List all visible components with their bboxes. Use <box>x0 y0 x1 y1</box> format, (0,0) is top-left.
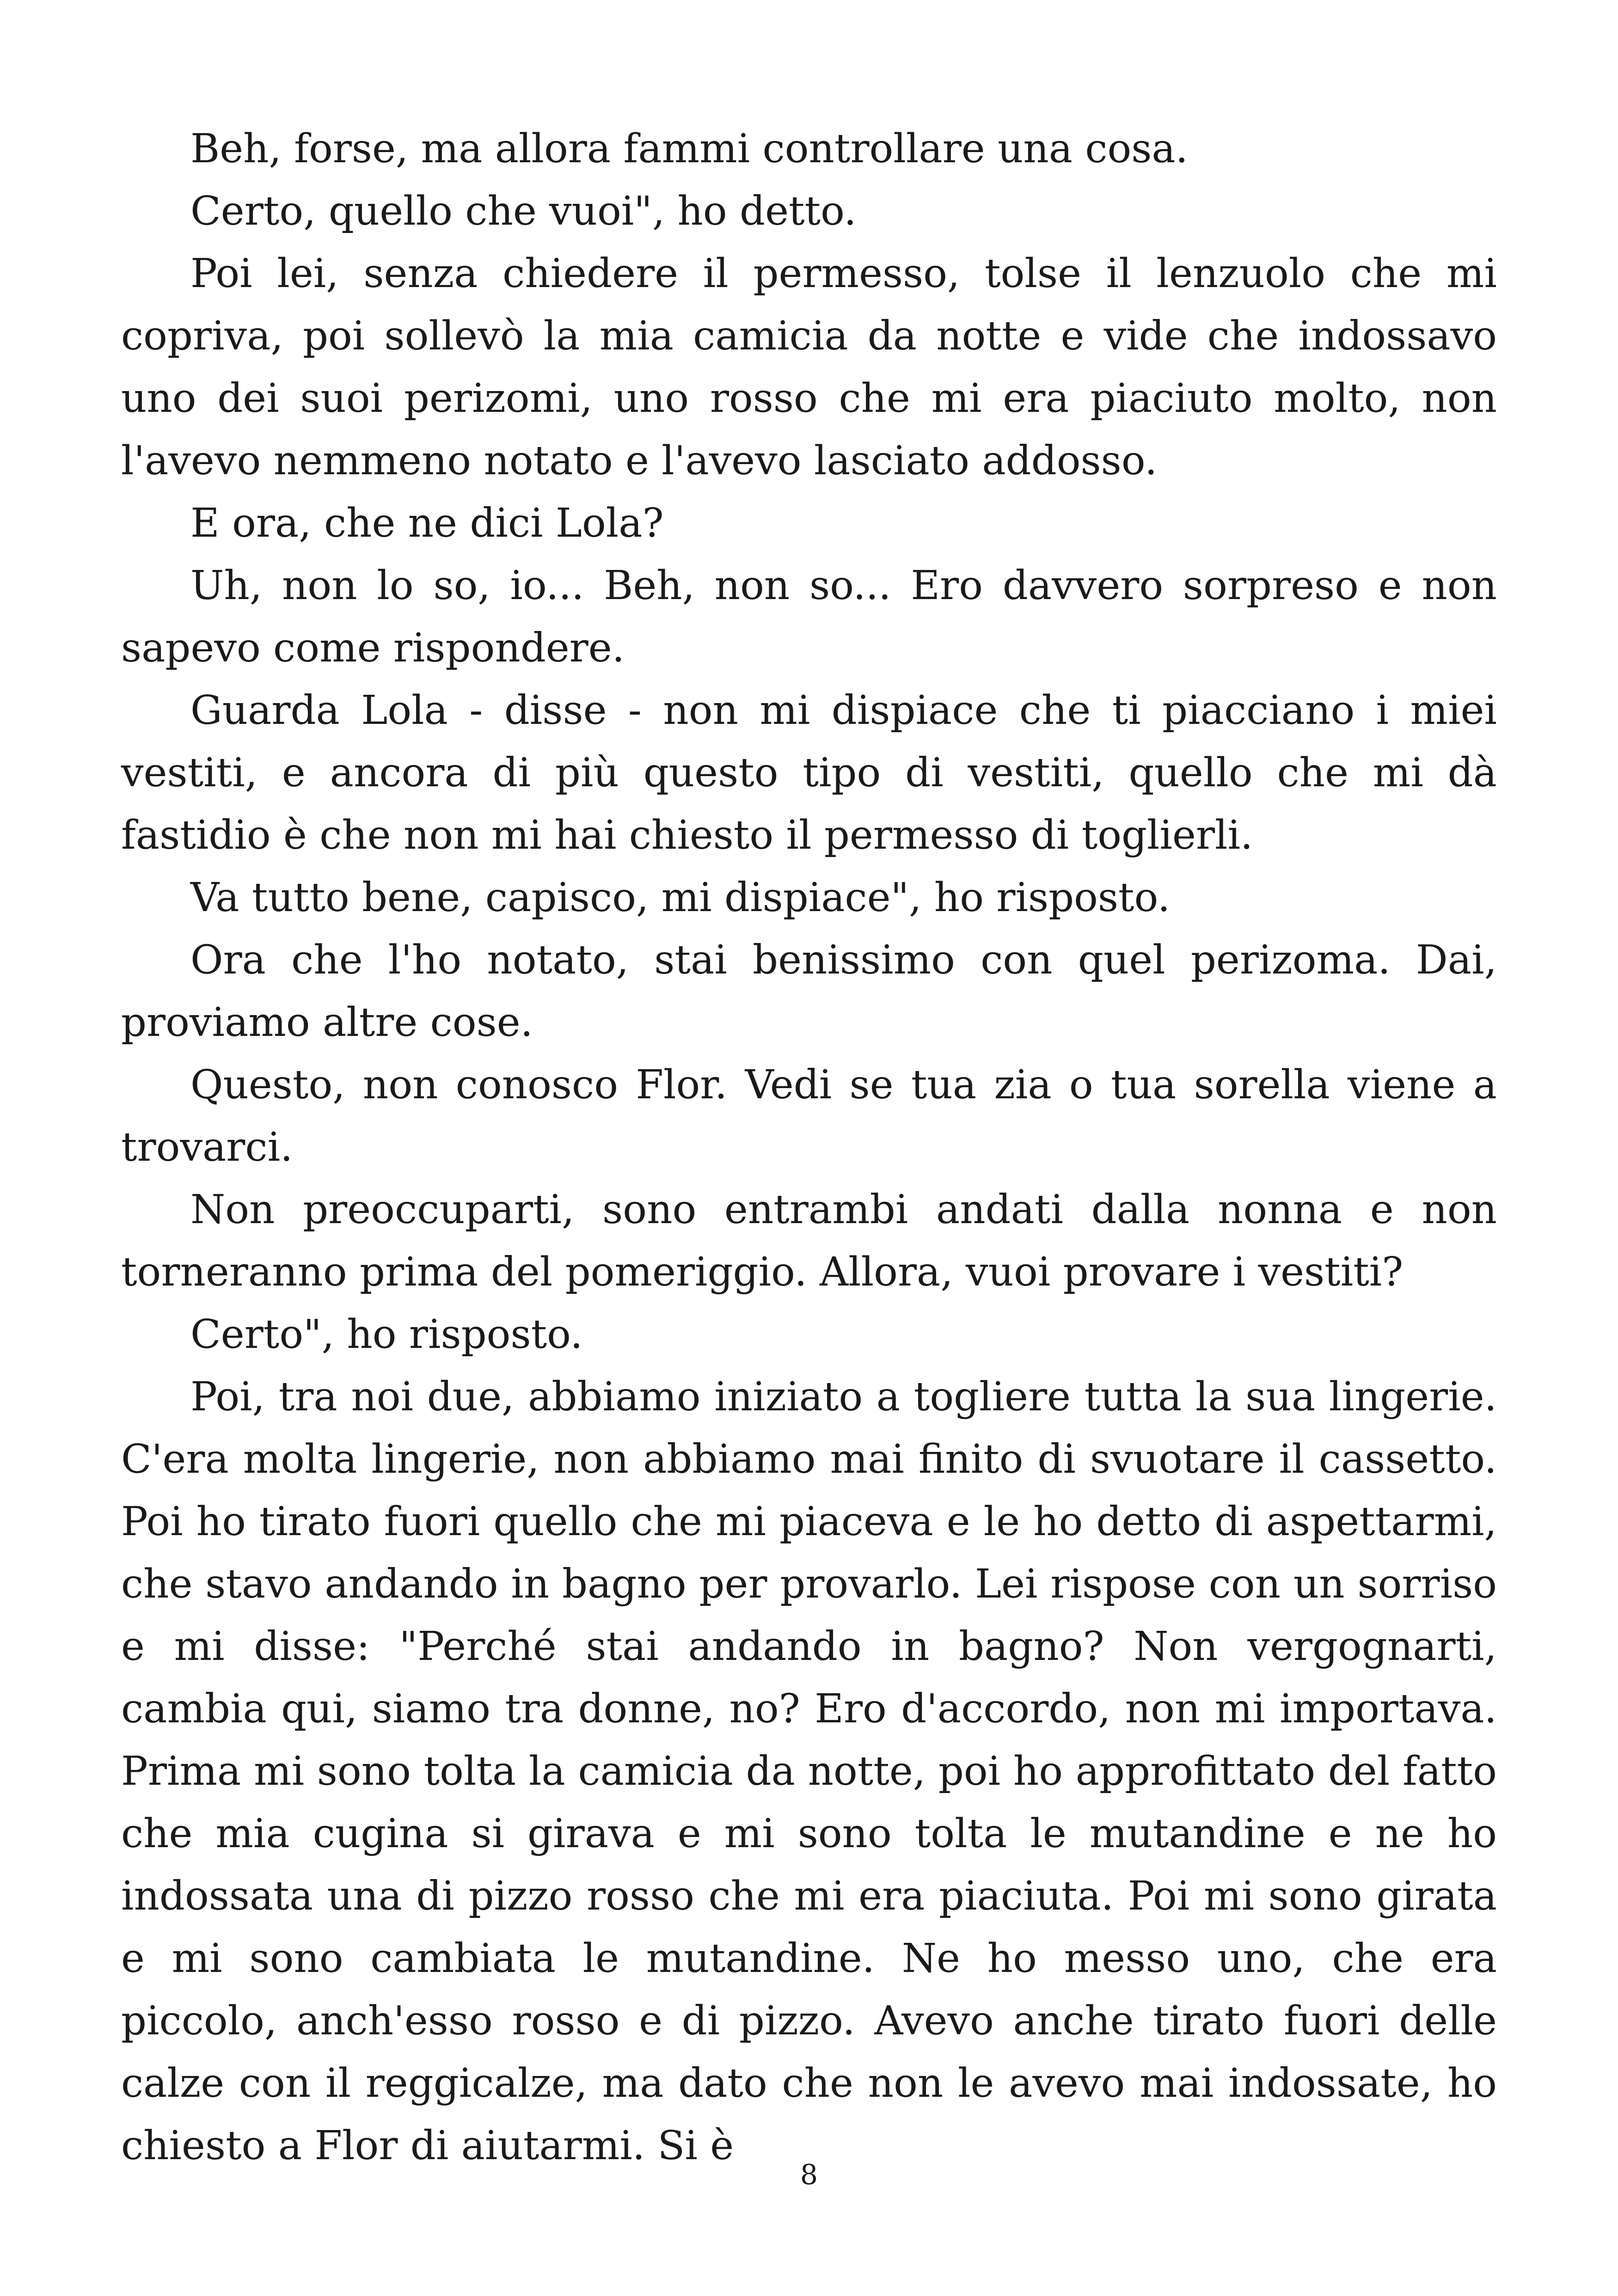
paragraph-2: Certo, quello che vuoi", ho detto. <box>190 188 857 234</box>
paragraph-6: Guarda Lola - disse - non mi dispiace che ti piacciano i miei vestiti, e ancora di più questo tipo di vestiti, quello che mi dà fastidio è che non mi hai chiesto il permesso di toglierli. <box>121 687 1497 858</box>
paragraph-11: Certo", ho risposto. <box>190 1311 583 1358</box>
page-number: 8 <box>800 2159 818 2191</box>
page-body <box>121 118 1497 2177</box>
paragraph-8: Ora che l'ho notato, stai benissimo con quel perizoma. Dai, proviamo altre cose. <box>121 937 1497 1046</box>
paragraph-1: Beh, forse, ma allora fammi controllare una cosa. <box>190 126 1189 172</box>
paragraph-4: E ora, che ne dici Lola? <box>190 500 664 546</box>
paragraph-10: Non preoccuparti, sono entrambi andati dalla nonna e non torneranno prima del pomeriggio. Allora, vuoi provare i vestiti? <box>121 1187 1497 1295</box>
paragraph-3: Poi lei, senza chiedere il permesso, tolse il lenzuolo che mi copriva, poi sollevò la mia camicia da notte e vide che indossavo uno dei suoi perizomi, uno rosso che mi era piaciuto molto, non l'avevo nemmeno notato e l'avevo lasciato addosso. <box>121 251 1497 484</box>
paragraph-12: Poi, tra noi due, abbiamo iniziato a togliere tutta la sua lingerie. C'era molta lingerie, non abbiamo mai finito di svuotare il cassetto. Poi ho tirato fuori quello che mi piaceva e le ho detto di aspettarmi, che stavo andando in bagno per provarlo. Lei rispose con un sorriso e mi disse: "Perché stai andando in bagno? Non vergognarti, cambia qui, siamo tra donne, no? Ero d'accordo, non mi importava. Prima mi sono tolta la camicia da notte, poi ho approfittato del fatto che mia cugina si girava e mi sono tolta le mutandine e ne ho indossata una di pizzo rosso che mi era piaciuta. Poi mi sono girata e mi sono cambiata le mutandine. Ne ho messo uno, che era piccolo, anch'esso rosso e di pizzo. Avevo anche tirato fuori delle calze con il reggicalze, ma dato che non le avevo mai indossate, ho chiesto a Flor di aiutarmi. Si è <box>121 1374 1497 2169</box>
paragraph-9: Questo, non conosco Flor. Vedi se tua zia o tua sorella viene a trovarci. <box>121 1062 1497 1170</box>
paragraph-7: Va tutto bene, capisco, mi dispiace", ho risposto. <box>190 875 1171 921</box>
paragraph-5: Uh, non lo so, io... Beh, non so... Ero davvero sorpreso e non sapevo come rispondere. <box>121 563 1497 671</box>
